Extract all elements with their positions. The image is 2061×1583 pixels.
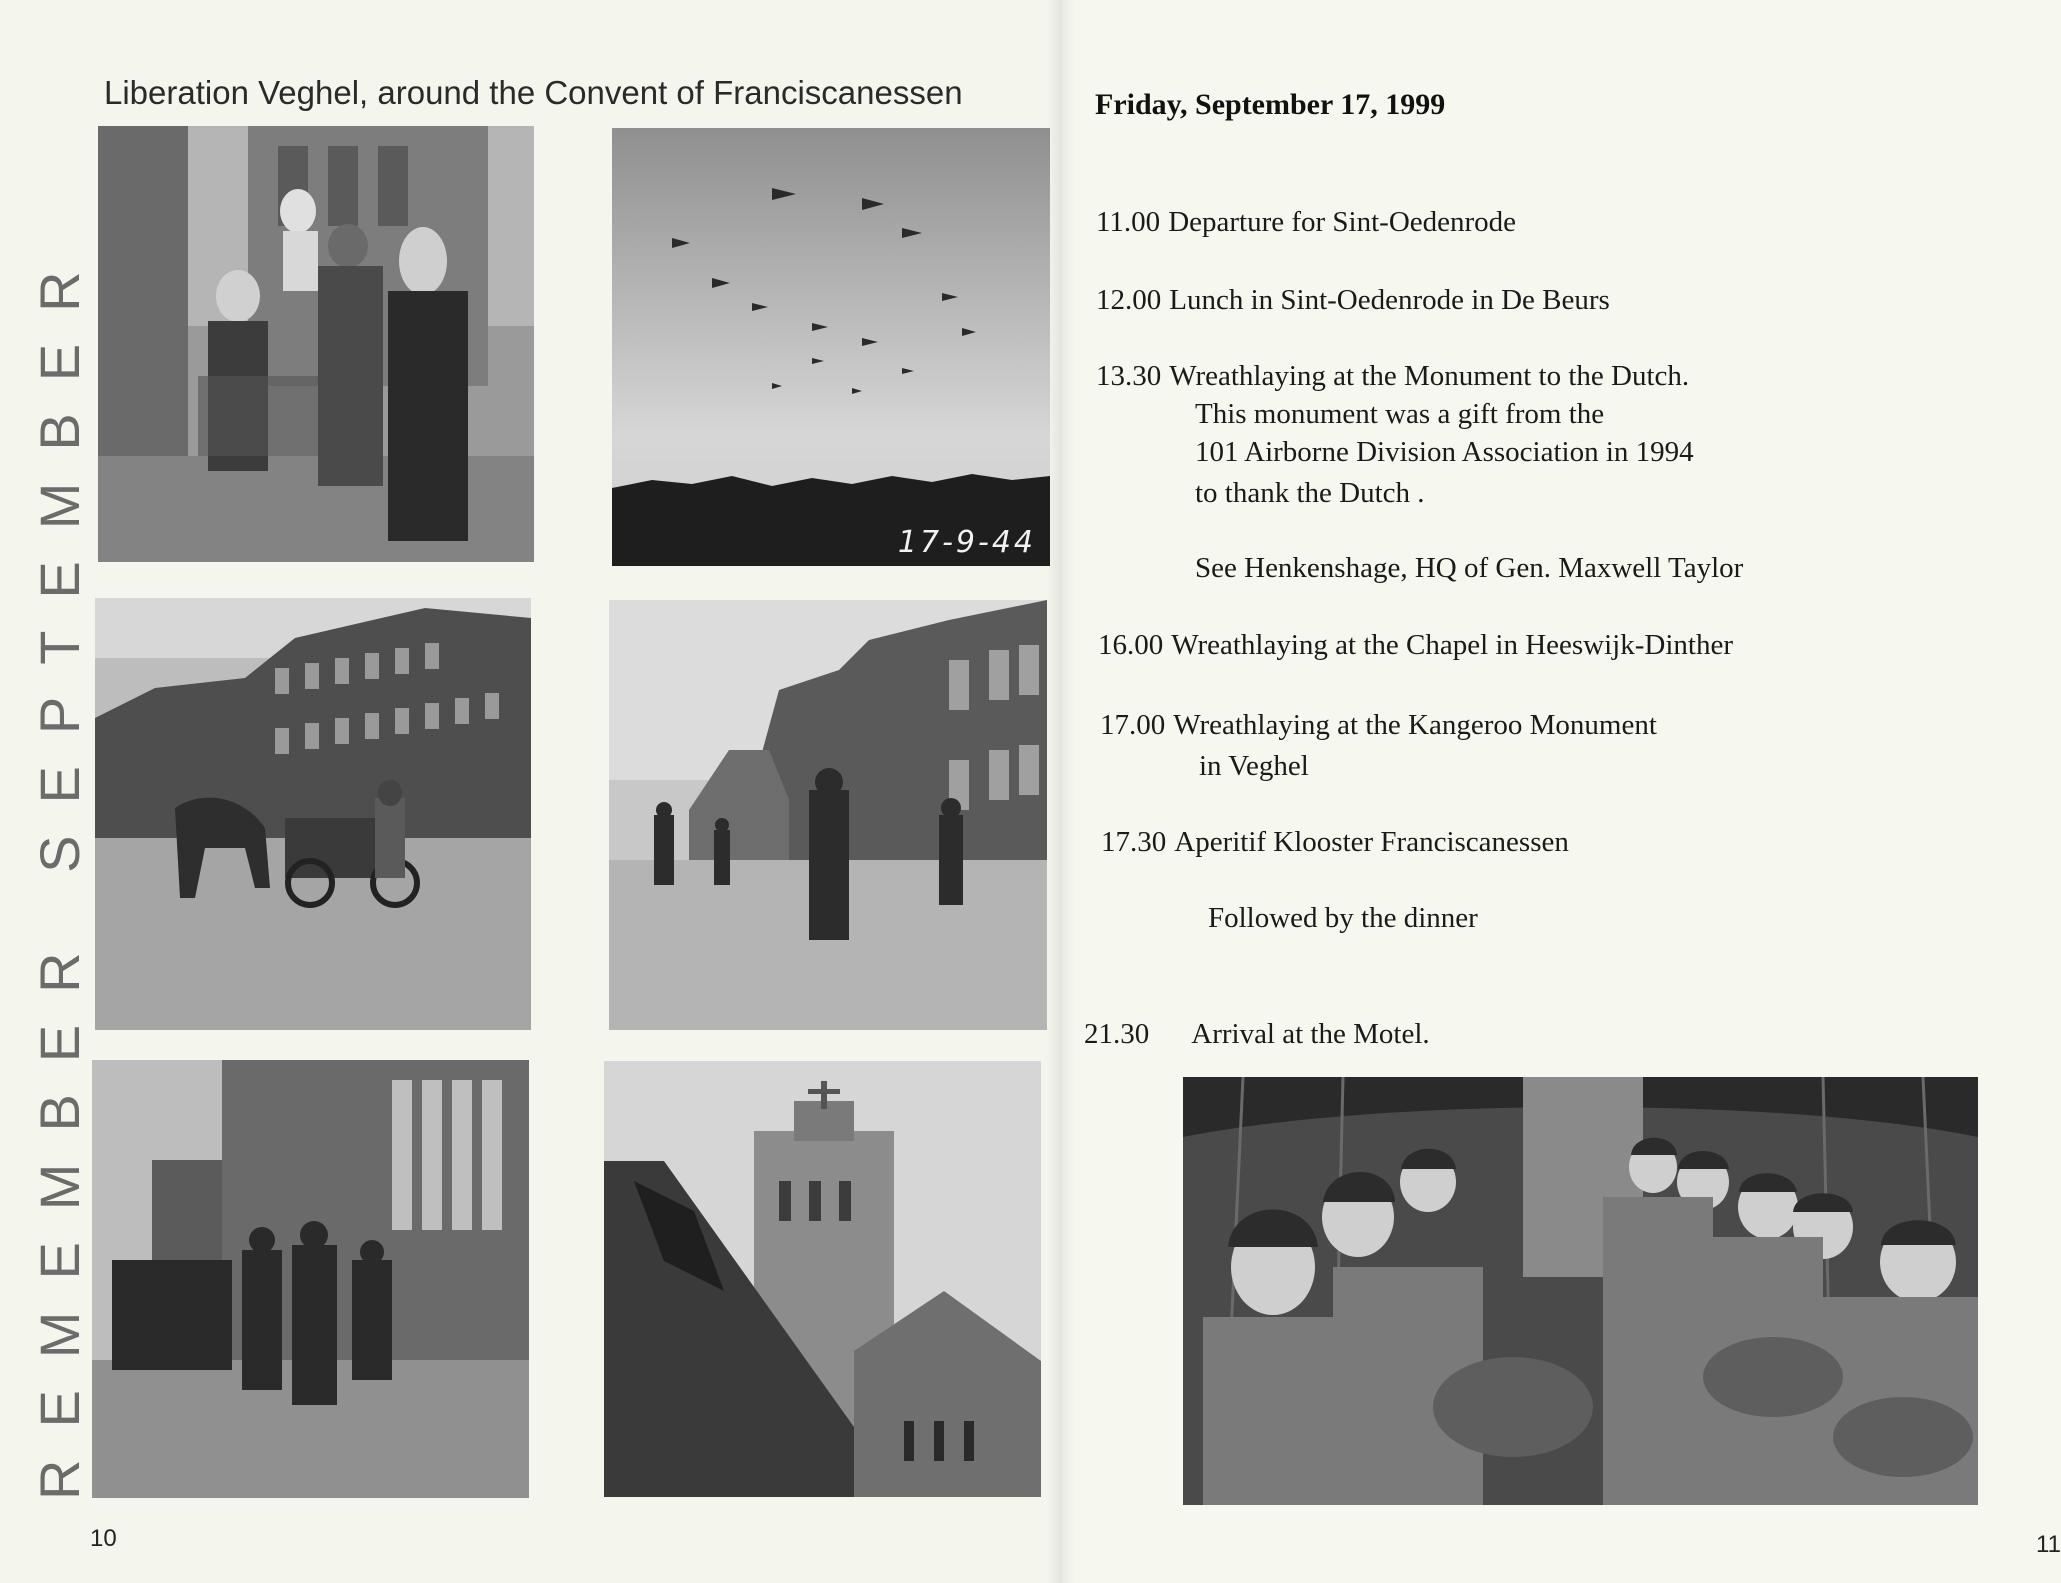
schedule-item (1084, 1014, 1430, 1054)
photo-paratroopers-in-aircraft (1183, 1077, 1978, 1505)
schedule-detail: in Veghel (1199, 750, 1309, 782)
schedule-time: 13.30 (1096, 360, 1162, 392)
photo-date-label: 17-9-44 (897, 525, 1036, 560)
schedule-time: 21.30 (1084, 1018, 1150, 1050)
schedule-detail: to thank the Dutch . (1195, 477, 1425, 509)
left-page-number: 10 (90, 1525, 117, 1552)
schedule-text: Wreathlaying at the Chapel in Heeswijk-Dinther (1171, 629, 1733, 661)
photo-aircraft-formation (612, 128, 1050, 566)
left-page-heading: Liberation Veghel, around the Convent of Franciscanessen (104, 74, 963, 111)
schedule-time: 11.00 (1096, 206, 1161, 238)
schedule-time: 12.00 (1096, 284, 1162, 316)
right-page-number: 11 (2036, 1531, 2061, 1558)
schedule-item (1100, 705, 1657, 745)
date-heading: Friday, September 17, 1999 (1095, 88, 1446, 121)
schedule-item (1096, 202, 1516, 242)
photo-family-with-soldier (98, 126, 534, 562)
schedule-time: 16.00 (1098, 629, 1164, 661)
schedule-note: See Henkenshage, HQ of Gen. Maxwell Taylor (1195, 552, 1744, 584)
schedule-detail: 101 Airborne Division Association in 1994 (1195, 436, 1694, 468)
photo-horse-cart-square (95, 598, 531, 1030)
schedule-text: Wreathlaying at the Monument to the Dutch. (1169, 360, 1690, 392)
schedule-text: Aperitif Klooster Franciscanessen (1174, 826, 1569, 858)
remember-september-banner: REMEMBER SEPTEMBER (28, 239, 91, 1500)
schedule-item (1096, 356, 1689, 396)
schedule-detail: This monument was a gift from the (1195, 398, 1605, 430)
photo-damaged-church (604, 1061, 1041, 1497)
schedule-item (1098, 625, 1733, 665)
schedule-text: Lunch in Sint-Oedenrode in De Beurs (1169, 284, 1610, 316)
schedule-time: 17.00 (1100, 709, 1166, 741)
schedule-text: Wreathlaying at the Kangeroo Monument (1173, 709, 1657, 741)
schedule-note: Followed by the dinner (1208, 902, 1478, 934)
schedule-text: Arrival at the Motel. (1191, 1018, 1430, 1050)
schedule-item (1096, 280, 1610, 320)
schedule-item (1101, 822, 1569, 862)
photo-troops-marching (609, 600, 1047, 1030)
book-gutter (1046, 0, 1076, 1583)
schedule-text: Departure for Sint-Oedenrode (1168, 206, 1517, 238)
schedule-time: 17.30 (1101, 826, 1167, 858)
photo-civilians-and-soldiers (92, 1060, 529, 1498)
